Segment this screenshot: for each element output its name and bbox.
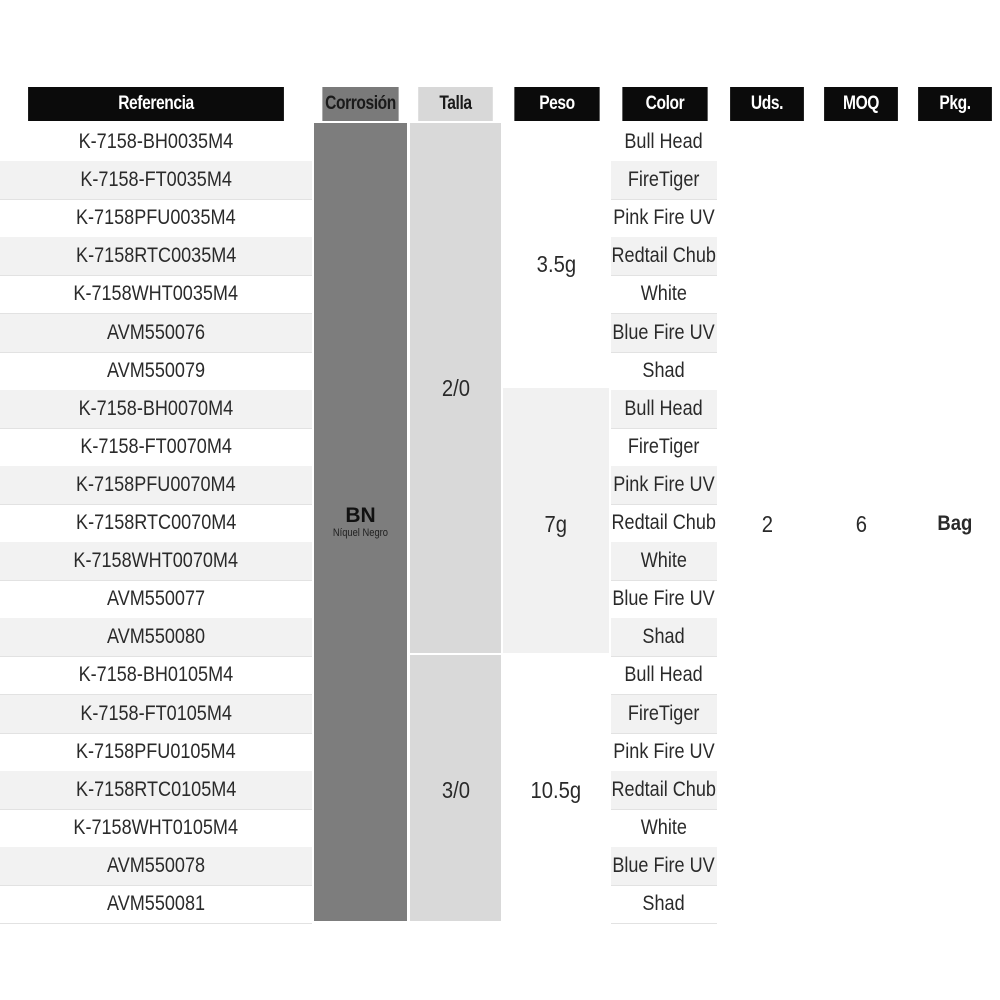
header-talla: Talla [418, 87, 493, 121]
color-cell [611, 618, 717, 657]
reference-text: AVM550077 [106, 587, 206, 611]
reference-text: AVM550076 [106, 320, 206, 344]
peso-value-2: 7g [544, 510, 568, 537]
header-uds: Uds. [730, 87, 804, 121]
color-text: Bull Head [624, 396, 704, 420]
reference-cell [0, 809, 312, 848]
color-cell [611, 237, 717, 276]
reference-cell [0, 656, 312, 695]
color-text: Shad [642, 358, 686, 382]
product-table [0, 87, 1000, 921]
reference-cell [0, 275, 312, 314]
color-text: Bull Head [624, 663, 704, 687]
color-text: FireTiger [628, 168, 700, 192]
reference-text: K-7158WHT0035M4 [73, 282, 239, 306]
color-cell [611, 352, 717, 391]
reference-text: K-7158WHT0070M4 [73, 549, 239, 573]
reference-text: K-7158-FT0070M4 [80, 434, 232, 458]
reference-text: K-7158-BH0105M4 [78, 663, 234, 687]
corrosion-name: Níquel Negro [332, 527, 389, 539]
reference-cell [0, 695, 312, 734]
reference-text: AVM550080 [106, 625, 206, 649]
header-referencia: Referencia [28, 87, 284, 121]
reference-cell [0, 504, 312, 543]
color-cell [611, 847, 717, 886]
reference-text: AVM550078 [106, 853, 206, 877]
color-cell [611, 885, 717, 924]
reference-cell [0, 161, 312, 200]
moq-value: 6 [855, 510, 867, 537]
color-cell [611, 466, 717, 505]
color-cell [611, 199, 717, 238]
color-cell [611, 580, 717, 619]
reference-text: AVM550081 [106, 892, 206, 915]
corrosion-code: BN [345, 504, 376, 527]
reference-text: K-7158PFU0070M4 [76, 472, 236, 496]
reference-cell [0, 542, 312, 581]
reference-cell [0, 733, 312, 772]
corrosion-cell [314, 123, 407, 921]
header-color: Color [622, 87, 707, 121]
color-cell [611, 314, 717, 353]
color-text: White [640, 815, 688, 839]
reference-cell [0, 199, 312, 238]
peso-value-1: 3.5g [536, 250, 576, 277]
color-text: Pink Fire UV [613, 472, 715, 496]
reference-text: K-7158RTC0070M4 [75, 511, 237, 534]
reference-cell [0, 771, 312, 810]
reference-text: K-7158-BH0035M4 [78, 130, 234, 153]
color-text: Blue Fire UV [612, 587, 716, 611]
uds-value: 2 [761, 510, 773, 537]
color-text: Blue Fire UV [612, 853, 716, 877]
color-text: Redtail Chub [611, 777, 717, 801]
reference-cell [0, 352, 312, 391]
reference-cell [0, 390, 312, 429]
color-text: Blue Fire UV [612, 320, 716, 344]
header-corrosion: Corrosión [322, 87, 398, 121]
talla-value-1: 2/0 [441, 374, 470, 401]
reference-cell [0, 123, 312, 162]
reference-text: K-7158-FT0105M4 [80, 701, 232, 725]
color-text: Shad [642, 625, 686, 649]
reference-cell [0, 580, 312, 619]
reference-cell [0, 237, 312, 276]
color-cell [611, 123, 717, 162]
reference-cell [0, 618, 312, 657]
reference-cell [0, 466, 312, 505]
color-text: White [640, 282, 688, 306]
reference-text: K-7158-BH0070M4 [78, 396, 234, 420]
header-pkg: Pkg. [918, 87, 992, 121]
color-text: Pink Fire UV [613, 206, 715, 230]
reference-text: K-7158WHT0105M4 [73, 815, 239, 839]
color-cell [611, 771, 717, 810]
reference-text: AVM550079 [106, 358, 206, 382]
reference-text: K-7158PFU0035M4 [76, 206, 236, 230]
reference-text: K-7158PFU0105M4 [76, 739, 236, 763]
color-cell [611, 390, 717, 429]
color-text: FireTiger [628, 701, 700, 725]
reference-cell [0, 847, 312, 886]
color-cell [611, 542, 717, 581]
reference-text: K-7158RTC0035M4 [75, 244, 237, 268]
reference-text: K-7158-FT0035M4 [80, 168, 232, 192]
color-cell [611, 733, 717, 772]
header-peso: Peso [514, 87, 599, 121]
color-text: Pink Fire UV [613, 739, 715, 763]
reference-cell [0, 428, 312, 467]
color-text: FireTiger [628, 434, 700, 458]
color-text: White [640, 549, 688, 573]
color-text: Shad [642, 892, 686, 915]
reference-text: K-7158RTC0105M4 [75, 777, 237, 801]
pkg-value: Bag [937, 512, 973, 535]
color-cell [611, 656, 717, 695]
color-cell [611, 275, 717, 314]
color-cell [611, 504, 717, 543]
color-cell [611, 695, 717, 734]
color-cell [611, 809, 717, 848]
color-text: Redtail Chub [611, 511, 717, 534]
color-cell [611, 428, 717, 467]
talla-value-2: 3/0 [441, 776, 470, 803]
color-cell [611, 161, 717, 200]
color-text: Redtail Chub [611, 244, 717, 268]
reference-cell [0, 314, 312, 353]
header-moq: MOQ [824, 87, 898, 121]
reference-cell [0, 885, 312, 924]
color-text: Bull Head [624, 130, 704, 153]
peso-value-3: 10.5g [530, 776, 582, 803]
